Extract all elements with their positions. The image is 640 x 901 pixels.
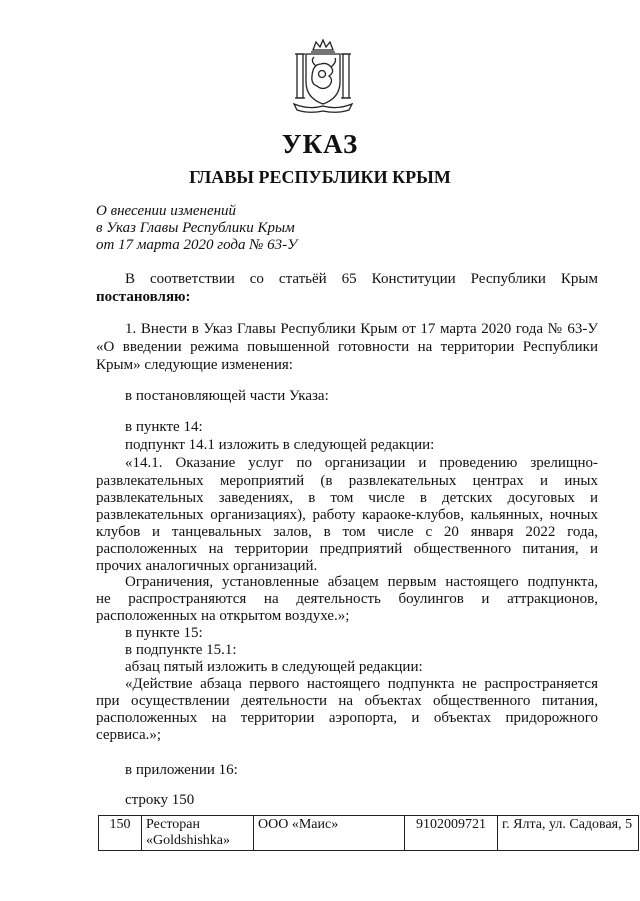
- body-line: не распространяются на деятельность боулингов и аттракционов,: [96, 591, 598, 607]
- coat-of-arms-icon: [291, 36, 355, 114]
- body-line: строку 150: [125, 792, 195, 808]
- body-line: «Действие абзаца первого настоящего подпункта не распространяется: [125, 676, 598, 692]
- body-line: 1. Внести в Указ Главы Республики Крым от 17 марта 2020 года № 63-У: [125, 321, 598, 337]
- body-line: расположенных на территории аэропорта, и объектах придорожного: [96, 710, 598, 726]
- preamble-text: В соответствии со статьёй 65 Конституции Республики Крым: [125, 271, 598, 287]
- table-cell-address: г. Ялта, ул. Садовая, 5: [498, 816, 639, 851]
- body-line: развлекательных мероприятий (в развлекательных центрах и иных: [96, 473, 598, 489]
- document-subtitle: ГЛАВЫ РЕСПУБЛИКИ КРЫМ: [189, 167, 451, 187]
- subject-line: О внесении изменений: [96, 203, 237, 219]
- body-line: развлекательных организациях), работу караоке-клубов, кальянных, ночных: [96, 507, 598, 523]
- body-line: в подпункте 15.1:: [125, 642, 237, 658]
- preamble-verb: постановляю:: [96, 289, 191, 305]
- table-cell-name: Ресторан «Goldshishka»: [142, 816, 254, 851]
- table-cell-organization: ООО «Маис»: [254, 816, 405, 851]
- body-line: при осуществлении деятельности на объектах общественного питания,: [96, 693, 598, 709]
- body-line: клубов и танцевальных залов, в том числе с 20 января 2022 года,: [96, 524, 598, 540]
- body-line: расположенных на территории предприятий общественного питания, и: [96, 541, 598, 557]
- body-line: абзац пятый изложить в следующей редакции:: [125, 659, 423, 675]
- table-cell-number: 150: [99, 816, 142, 851]
- appendix-table: [98, 815, 639, 851]
- body-line: «О введении режима повышенной готовности на территории Республики: [96, 339, 598, 355]
- body-line: расположенных на открытом воздухе.»;: [96, 608, 350, 624]
- table-row: [99, 816, 639, 851]
- subject-line: от 17 марта 2020 года № 63-У: [96, 237, 298, 253]
- subject-line: в Указ Главы Республики Крым: [96, 220, 295, 236]
- body-line: в пункте 15:: [125, 625, 203, 641]
- body-line: развлекательных заведениях, в том числе в детских досуговых и: [96, 490, 598, 506]
- table-cell-inn: 9102009721: [405, 816, 498, 851]
- body-line: прочих аналогичных организаций.: [96, 558, 318, 574]
- body-line: Крым» следующие изменения:: [96, 357, 293, 373]
- body-line: в пункте 14:: [125, 419, 203, 435]
- body-line: в постановляющей части Указа:: [125, 388, 329, 404]
- body-line: сервиса.»;: [96, 727, 162, 743]
- document-title: УКАЗ: [281, 129, 359, 159]
- body-line: подпункт 14.1 изложить в следующей редакции:: [125, 437, 435, 453]
- body-line: в приложении 16:: [125, 762, 238, 778]
- body-line: Ограничения, установленные абзацем первым настоящего подпункта,: [125, 574, 598, 590]
- body-line: «14.1. Оказание услуг по организации и проведению зрелищно-: [125, 455, 598, 471]
